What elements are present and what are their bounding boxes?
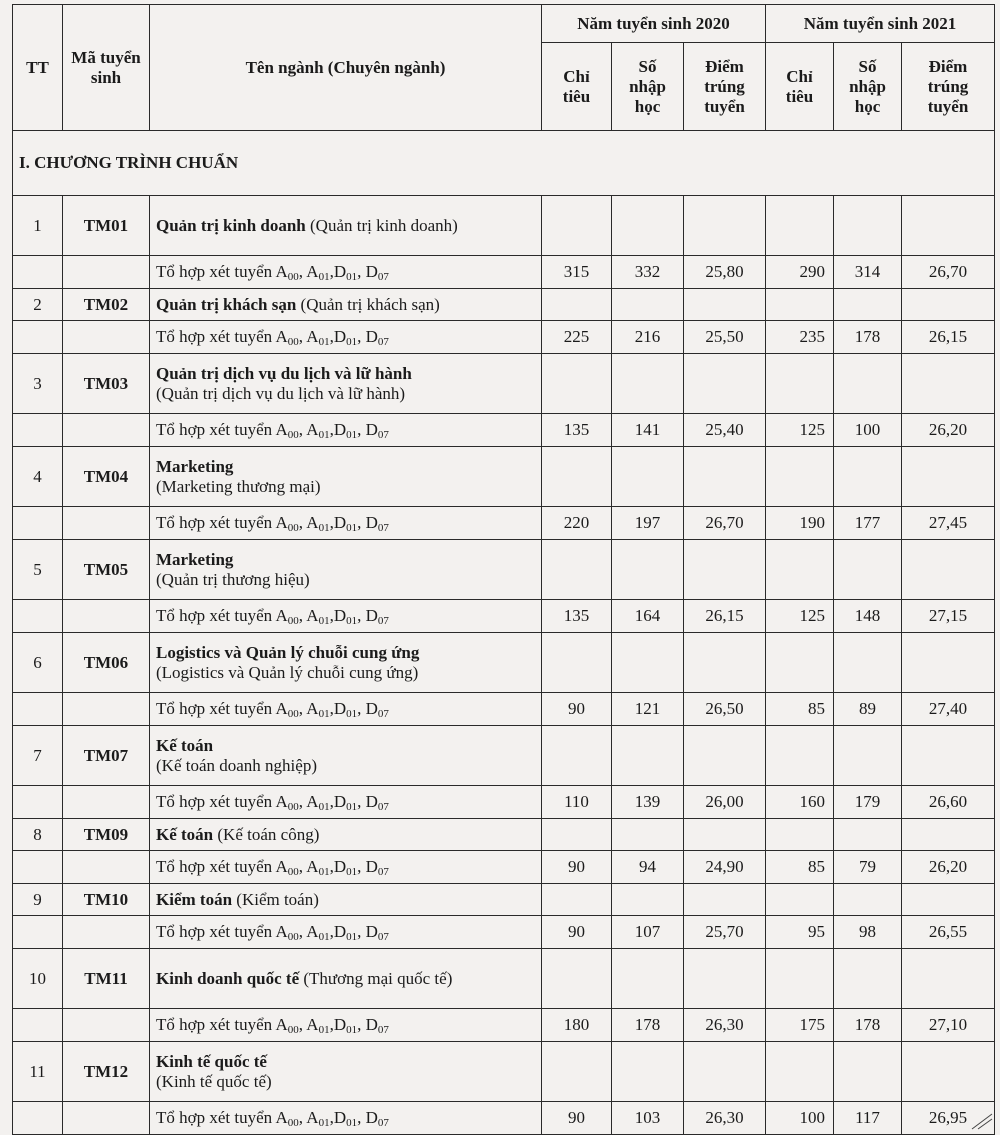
enrolled-2020: 164 [612, 600, 684, 633]
empty-cell [834, 726, 902, 786]
score-2020: 25,50 [684, 321, 766, 354]
major-row [13, 884, 995, 916]
empty-cell [542, 726, 612, 786]
empty-cell [63, 507, 150, 540]
empty-cell [684, 884, 766, 916]
enrolled-2020: 178 [612, 1009, 684, 1042]
combo-row [13, 600, 995, 633]
major-name-cell [150, 196, 542, 256]
combo-label: Tổ hợp xét tuyển A [156, 792, 288, 811]
empty-cell [684, 726, 766, 786]
empty-cell [542, 196, 612, 256]
quota-2021: 290 [766, 256, 834, 289]
empty-cell [612, 289, 684, 321]
header-quota-2021: Chỉ tiêu [766, 43, 834, 131]
empty-cell [834, 196, 902, 256]
score-2021: 26,95 [902, 1102, 995, 1135]
admission-code: TM04 [63, 447, 150, 507]
subject-combination: Tổ hợp xét tuyển $A_{00}$, $A_{01},D_{01}$, $D_{07}$ [150, 1009, 542, 1042]
quota-2020: 110 [542, 786, 612, 819]
major-name: Kế toán [156, 735, 214, 755]
enrolled-2020: 141 [612, 414, 684, 447]
major-name-cell [150, 949, 542, 1009]
admission-code: TM01 [63, 196, 150, 256]
row-number: 7 [13, 726, 63, 786]
empty-cell [612, 540, 684, 600]
specialization: (Kế toán doanh nghiệp) [156, 755, 317, 775]
quota-2021: 175 [766, 1009, 834, 1042]
empty-cell [13, 256, 63, 289]
combo-label: Tổ hợp xét tuyển A [156, 262, 288, 281]
major-name: Quản trị dịch vụ du lịch và lữ hành [156, 363, 412, 383]
score-2021: 27,15 [902, 600, 995, 633]
empty-cell [766, 726, 834, 786]
combo-row [13, 916, 995, 949]
major-name-cell [150, 354, 542, 414]
empty-cell [612, 1042, 684, 1102]
quota-2021: 85 [766, 851, 834, 884]
enrolled-2020: 107 [612, 916, 684, 949]
combo-row [13, 321, 995, 354]
admission-code: TM05 [63, 540, 150, 600]
major-name: Marketing [156, 549, 234, 569]
empty-cell [63, 256, 150, 289]
subject-combination: Tổ hợp xét tuyển $A_{00}$, $A_{01},D_{01}$, $D_{07}$ [150, 414, 542, 447]
major-row [13, 633, 995, 693]
empty-cell [542, 1042, 612, 1102]
empty-cell [13, 321, 63, 354]
specialization: (Quản trị khách sạn) [296, 294, 440, 314]
empty-cell [542, 447, 612, 507]
quota-2020: 90 [542, 1102, 612, 1135]
score-2020: 25,70 [684, 916, 766, 949]
empty-cell [63, 786, 150, 819]
row-number: 11 [13, 1042, 63, 1102]
score-2020: 26,30 [684, 1102, 766, 1135]
specialization: (Quản trị kinh doanh) [305, 215, 458, 235]
admission-code: TM10 [63, 884, 150, 916]
quota-2020: 135 [542, 600, 612, 633]
major-row [13, 540, 995, 600]
combo-label: Tổ hợp xét tuyển A [156, 513, 288, 532]
empty-cell [612, 949, 684, 1009]
major-row [13, 289, 995, 321]
empty-cell [13, 851, 63, 884]
header-year-2021: Năm tuyển sinh 2021 [766, 5, 995, 43]
enrolled-2020: 197 [612, 507, 684, 540]
score-2021: 27,45 [902, 507, 995, 540]
empty-cell [612, 726, 684, 786]
specialization: (Logistics và Quản lý chuỗi cung ứng) [156, 662, 419, 682]
empty-cell [63, 600, 150, 633]
score-2020: 25,80 [684, 256, 766, 289]
empty-cell [63, 851, 150, 884]
quota-2020: 90 [542, 916, 612, 949]
empty-cell [542, 819, 612, 851]
row-number: 1 [13, 196, 63, 256]
combo-row [13, 851, 995, 884]
empty-cell [542, 949, 612, 1009]
major-row [13, 1042, 995, 1102]
major-name: Kinh doanh quốc tế [156, 968, 300, 988]
quota-2021: 125 [766, 414, 834, 447]
major-name: Marketing [156, 456, 234, 476]
admission-table [12, 4, 995, 1135]
row-number: 10 [13, 949, 63, 1009]
empty-cell [902, 289, 995, 321]
score-2020: 26,30 [684, 1009, 766, 1042]
empty-cell [684, 196, 766, 256]
section-title: I. CHƯƠNG TRÌNH CHUẨN [13, 131, 995, 196]
combo-label: Tổ hợp xét tuyển A [156, 327, 288, 346]
major-row [13, 447, 995, 507]
empty-cell [902, 819, 995, 851]
subject-combination: Tổ hợp xét tuyển $A_{00}$, $A_{01},D_{01}$, $D_{07}$ [150, 916, 542, 949]
subject-combination: Tổ hợp xét tuyển $A_{00}$, $A_{01},D_{01}$, $D_{07}$ [150, 851, 542, 884]
empty-cell [13, 507, 63, 540]
enrolled-2021: 177 [834, 507, 902, 540]
combo-label: Tổ hợp xét tuyển A [156, 420, 288, 439]
empty-cell [612, 884, 684, 916]
empty-cell [542, 884, 612, 916]
empty-cell [766, 884, 834, 916]
major-name-cell [150, 289, 542, 321]
enrolled-2020: 216 [612, 321, 684, 354]
combo-row [13, 1009, 995, 1042]
combo-row [13, 786, 995, 819]
score-2021: 26,55 [902, 916, 995, 949]
empty-cell [684, 354, 766, 414]
empty-cell [834, 354, 902, 414]
score-2021: 26,15 [902, 321, 995, 354]
empty-cell [766, 633, 834, 693]
row-number: 6 [13, 633, 63, 693]
page-corner-mark [970, 1112, 994, 1130]
empty-cell [13, 916, 63, 949]
score-2020: 26,70 [684, 507, 766, 540]
subject-combination: Tổ hợp xét tuyển $A_{00}$, $A_{01},D_{01}$, $D_{07}$ [150, 600, 542, 633]
empty-cell [684, 1042, 766, 1102]
empty-cell [63, 321, 150, 354]
header-enrolled-2020: Số nhập học [612, 43, 684, 131]
score-2021: 26,60 [902, 786, 995, 819]
score-2021: 26,20 [902, 414, 995, 447]
empty-cell [902, 354, 995, 414]
enrolled-2021: 148 [834, 600, 902, 633]
major-name-cell [150, 1042, 542, 1102]
empty-cell [63, 1009, 150, 1042]
quota-2021: 95 [766, 916, 834, 949]
major-name: Kinh tế quốc tế [156, 1051, 267, 1071]
specialization: (Kiểm toán) [232, 889, 319, 909]
major-name: Kế toán [156, 824, 214, 844]
empty-cell [612, 196, 684, 256]
major-name-cell [150, 447, 542, 507]
combo-label: Tổ hợp xét tuyển A [156, 857, 288, 876]
major-name: Logistics và Quản lý chuỗi cung ứng [156, 642, 420, 662]
empty-cell [834, 540, 902, 600]
empty-cell [902, 447, 995, 507]
empty-cell [834, 884, 902, 916]
empty-cell [834, 633, 902, 693]
specialization: (Thương mại quốc tế) [299, 968, 453, 988]
admission-code: TM02 [63, 289, 150, 321]
empty-cell [766, 354, 834, 414]
quota-2021: 125 [766, 600, 834, 633]
enrolled-2021: 178 [834, 1009, 902, 1042]
row-number: 5 [13, 540, 63, 600]
empty-cell [902, 884, 995, 916]
subject-combination: Tổ hợp xét tuyển $A_{00}$, $A_{01},D_{01}$, $D_{07}$ [150, 507, 542, 540]
empty-cell [612, 354, 684, 414]
empty-cell [766, 540, 834, 600]
header-enrolled-2021: Số nhập học [834, 43, 902, 131]
subject-combination: Tổ hợp xét tuyển $A_{00}$, $A_{01},D_{01}$, $D_{07}$ [150, 786, 542, 819]
header-score-2020: Điểm trúng tuyển [684, 43, 766, 131]
combo-label: Tổ hợp xét tuyển A [156, 1015, 288, 1034]
empty-cell [612, 819, 684, 851]
header-name: Tên ngành (Chuyên ngành) [150, 5, 542, 131]
empty-cell [766, 196, 834, 256]
empty-cell [612, 633, 684, 693]
empty-cell [902, 633, 995, 693]
header-code: Mã tuyển sinh [63, 5, 150, 131]
empty-cell [902, 726, 995, 786]
empty-cell [13, 600, 63, 633]
row-number: 2 [13, 289, 63, 321]
empty-cell [684, 633, 766, 693]
combo-row [13, 507, 995, 540]
major-row [13, 949, 995, 1009]
admission-code: TM09 [63, 819, 150, 851]
subject-combination: Tổ hợp xét tuyển $A_{00}$, $A_{01},D_{01}$, $D_{07}$ [150, 1102, 542, 1135]
empty-cell [766, 819, 834, 851]
combo-row [13, 693, 995, 726]
quota-2021: 160 [766, 786, 834, 819]
empty-cell [766, 447, 834, 507]
empty-cell [684, 447, 766, 507]
empty-cell [684, 819, 766, 851]
empty-cell [684, 949, 766, 1009]
enrolled-2021: 79 [834, 851, 902, 884]
enrolled-2020: 139 [612, 786, 684, 819]
enrolled-2021: 98 [834, 916, 902, 949]
quota-2020: 135 [542, 414, 612, 447]
major-name-cell [150, 726, 542, 786]
major-row [13, 196, 995, 256]
empty-cell [13, 693, 63, 726]
admission-code: TM06 [63, 633, 150, 693]
combo-label: Tổ hợp xét tuyển A [156, 922, 288, 941]
major-row [13, 354, 995, 414]
score-2021: 26,70 [902, 256, 995, 289]
major-name-cell [150, 540, 542, 600]
quota-2020: 315 [542, 256, 612, 289]
score-2021: 26,20 [902, 851, 995, 884]
empty-cell [902, 540, 995, 600]
enrolled-2021: 314 [834, 256, 902, 289]
score-2020: 25,40 [684, 414, 766, 447]
admission-code: TM07 [63, 726, 150, 786]
empty-cell [834, 949, 902, 1009]
empty-cell [13, 1009, 63, 1042]
specialization: (Marketing thương mại) [156, 476, 321, 496]
combo-label: Tổ hợp xét tuyển A [156, 699, 288, 718]
empty-cell [542, 354, 612, 414]
empty-cell [13, 414, 63, 447]
quota-2021: 100 [766, 1102, 834, 1135]
header-quota-2020: Chỉ tiêu [542, 43, 612, 131]
score-2020: 26,00 [684, 786, 766, 819]
specialization: (Quản trị dịch vụ du lịch và lữ hành) [156, 383, 406, 403]
empty-cell [13, 1102, 63, 1135]
major-name: Quản trị khách sạn [156, 294, 297, 314]
empty-cell [766, 1042, 834, 1102]
quota-2021: 235 [766, 321, 834, 354]
empty-cell [542, 633, 612, 693]
enrolled-2021: 100 [834, 414, 902, 447]
subject-combination: Tổ hợp xét tuyển $A_{00}$, $A_{01},D_{01}$, $D_{07}$ [150, 693, 542, 726]
quota-2021: 190 [766, 507, 834, 540]
major-name: Kiểm toán [156, 889, 233, 909]
score-2020: 26,15 [684, 600, 766, 633]
empty-cell [63, 414, 150, 447]
enrolled-2020: 121 [612, 693, 684, 726]
empty-cell [542, 540, 612, 600]
empty-cell [63, 916, 150, 949]
combo-row [13, 1102, 995, 1135]
quota-2020: 225 [542, 321, 612, 354]
score-2021: 27,10 [902, 1009, 995, 1042]
enrolled-2020: 94 [612, 851, 684, 884]
score-2021: 27,40 [902, 693, 995, 726]
specialization: (Kinh tế quốc tế) [156, 1071, 272, 1091]
quota-2020: 220 [542, 507, 612, 540]
row-number: 3 [13, 354, 63, 414]
empty-cell [834, 819, 902, 851]
major-name-cell [150, 884, 542, 916]
enrolled-2021: 179 [834, 786, 902, 819]
major-name: Quản trị kinh doanh [156, 215, 306, 235]
enrolled-2020: 103 [612, 1102, 684, 1135]
header-score-2021: Điểm trúng tuyển [902, 43, 995, 131]
empty-cell [834, 447, 902, 507]
quota-2020: 90 [542, 693, 612, 726]
subject-combination: Tổ hợp xét tuyển $A_{00}$, $A_{01},D_{01}$, $D_{07}$ [150, 321, 542, 354]
empty-cell [684, 289, 766, 321]
specialization: (Kế toán công) [213, 824, 320, 844]
score-2020: 24,90 [684, 851, 766, 884]
specialization: (Quản trị thương hiệu) [156, 569, 310, 589]
empty-cell [834, 1042, 902, 1102]
empty-cell [684, 540, 766, 600]
empty-cell [902, 949, 995, 1009]
enrolled-2021: 89 [834, 693, 902, 726]
score-2020: 26,50 [684, 693, 766, 726]
enrolled-2021: 117 [834, 1102, 902, 1135]
row-number: 9 [13, 884, 63, 916]
empty-cell [766, 289, 834, 321]
major-name-cell [150, 633, 542, 693]
combo-row [13, 256, 995, 289]
empty-cell [13, 786, 63, 819]
enrolled-2020: 332 [612, 256, 684, 289]
major-row [13, 819, 995, 851]
combo-row [13, 414, 995, 447]
combo-label: Tổ hợp xét tuyển A [156, 606, 288, 625]
empty-cell [542, 289, 612, 321]
major-name-cell [150, 819, 542, 851]
admission-code: TM03 [63, 354, 150, 414]
empty-cell [612, 447, 684, 507]
quota-2020: 180 [542, 1009, 612, 1042]
empty-cell [63, 1102, 150, 1135]
row-number: 8 [13, 819, 63, 851]
empty-cell [902, 196, 995, 256]
header-year-2020: Năm tuyển sinh 2020 [542, 5, 766, 43]
row-number: 4 [13, 447, 63, 507]
empty-cell [834, 289, 902, 321]
empty-cell [902, 1042, 995, 1102]
empty-cell [63, 693, 150, 726]
header-tt: TT [13, 5, 63, 131]
combo-label: Tổ hợp xét tuyển A [156, 1108, 288, 1127]
admission-code: TM12 [63, 1042, 150, 1102]
quota-2020: 90 [542, 851, 612, 884]
major-row [13, 726, 995, 786]
empty-cell [766, 949, 834, 1009]
quota-2021: 85 [766, 693, 834, 726]
subject-combination: Tổ hợp xét tuyển $A_{00}$, $A_{01},D_{01}$, $D_{07}$ [150, 256, 542, 289]
admission-code: TM11 [63, 949, 150, 1009]
enrolled-2021: 178 [834, 321, 902, 354]
